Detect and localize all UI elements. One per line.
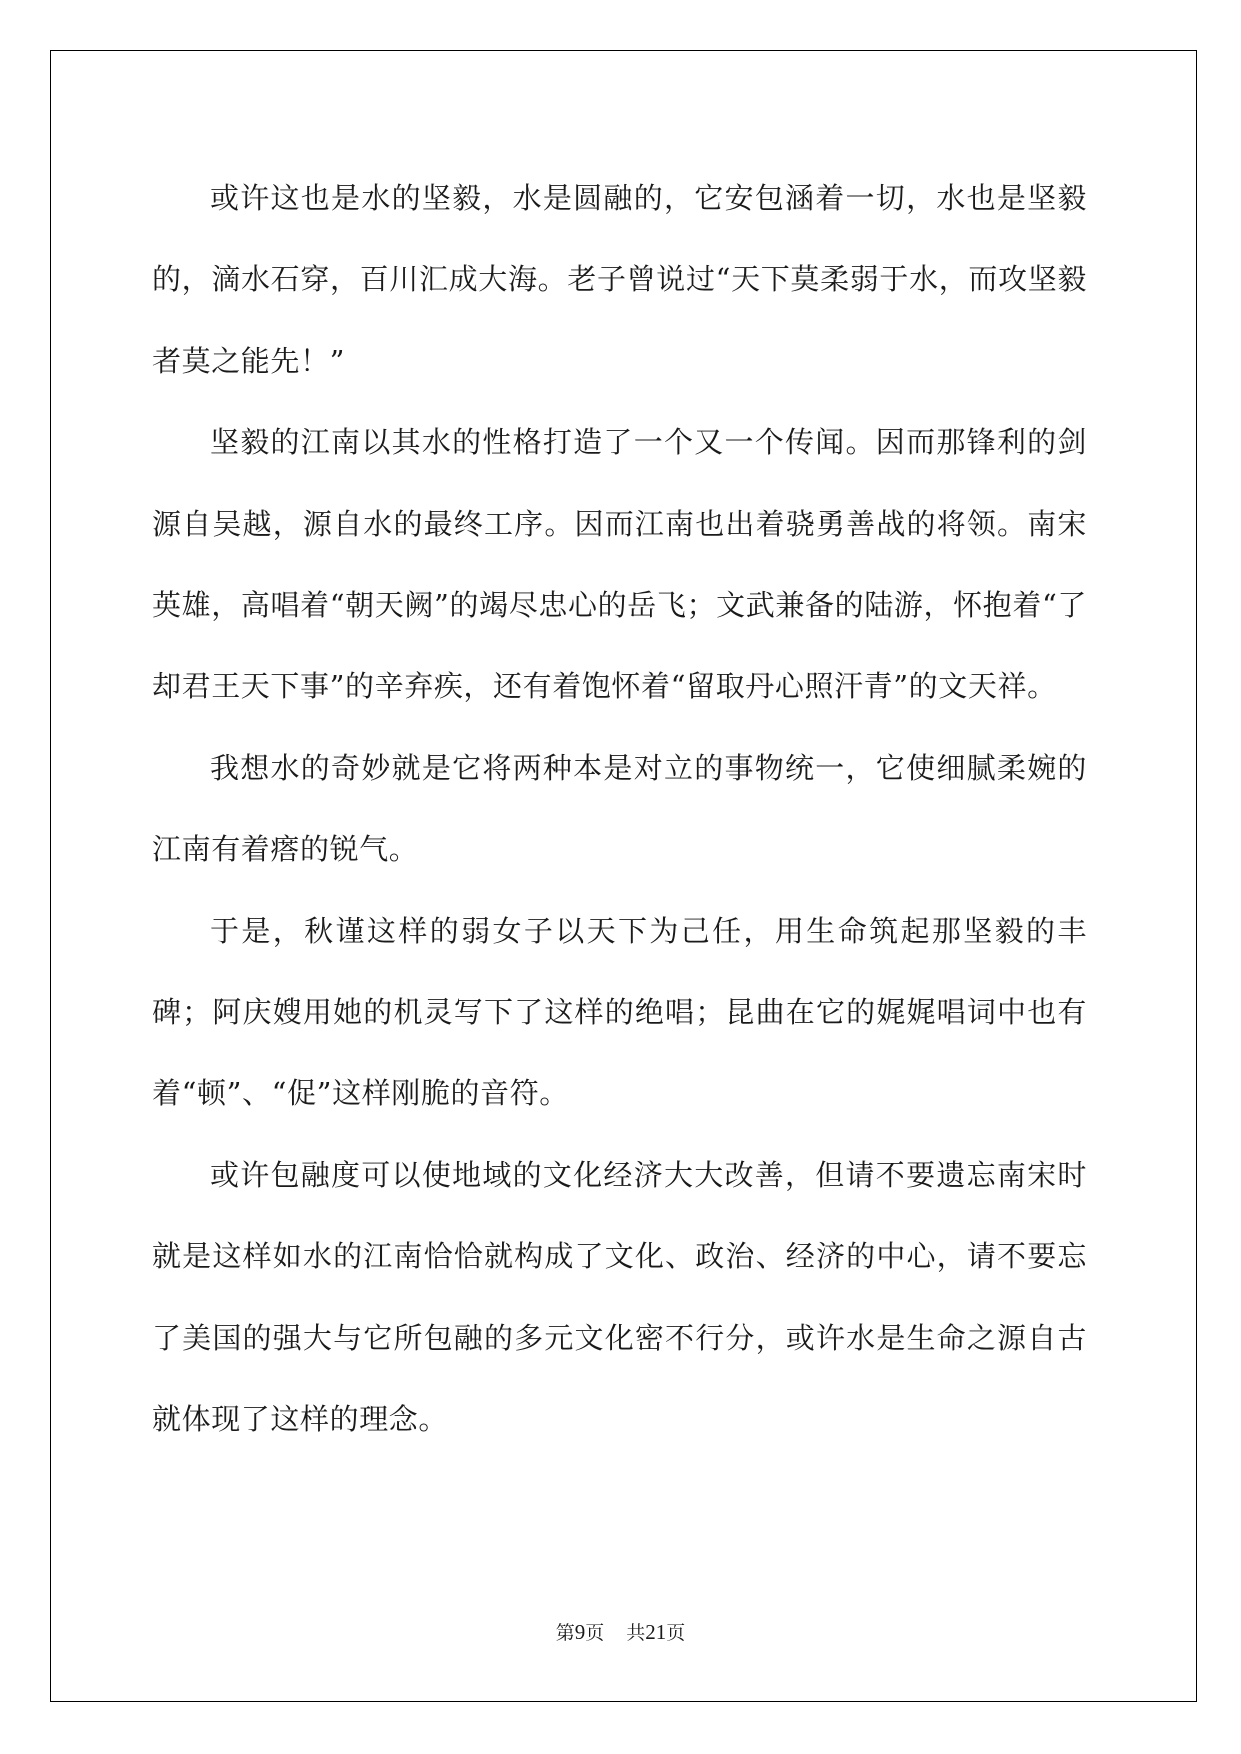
footer-page-unit: 页 (585, 1622, 605, 1644)
document-body (152, 158, 1087, 1461)
paragraph-1: 或许这也是水的坚毅，水是圆融的，它安包涵着一切，水也是坚毅的，滴水石穿，百川汇成大海。老子曾说过“天下莫柔弱于水，而攻坚毅者莫之能先！” (152, 181, 1087, 378)
paragraph-3: 我想水的奇妙就是它将两种本是对立的事物统一，它使细腻柔婉的江南有着瘩的锐气。 (152, 750, 1087, 867)
paragraph-2: 坚毅的江南以其水的性格打造了一个又一个传闻。因而那锋利的剑源自吴越，源自水的最终工序。因而江南也出着骁勇善战的将领。南宋英雄，高唱着“朝天阙”的竭尽忠心的岳飞；文武兼备的陆游，怀抱着“了却君王天下事”的辛弃疾，还有着饱怀着“留取丹心照汗青”的文天祥。 (152, 425, 1087, 704)
footer-total-prefix: 共 (626, 1622, 646, 1644)
paragraph-5: 或许包融度可以使地域的文化经济大大改善，但请不要遗忘南宋时就是这样如水的江南恰恰就构成了文化、政治、经济的中心，请不要忘了美国的强大与它所包融的多元文化密不行分，或许水是生命之源自古就体现了这样的理念。 (152, 1157, 1087, 1437)
footer-total-unit: 页 (666, 1622, 686, 1644)
current-page-number: 9 (574, 1620, 586, 1644)
footer-prefix: 第 (555, 1622, 575, 1644)
total-page-count: 21 (645, 1620, 667, 1644)
page-footer (0, 1620, 1241, 1645)
paragraph-4: 于是，秋谨这样的弱女子以天下为己任，用生命筑起那坚毅的丰碑；阿庆嫂用她的机灵写下了这样的绝唱；昆曲在它的娓娓唱词中也有着“顿”、“促”这样刚脆的音符。 (152, 913, 1087, 1111)
